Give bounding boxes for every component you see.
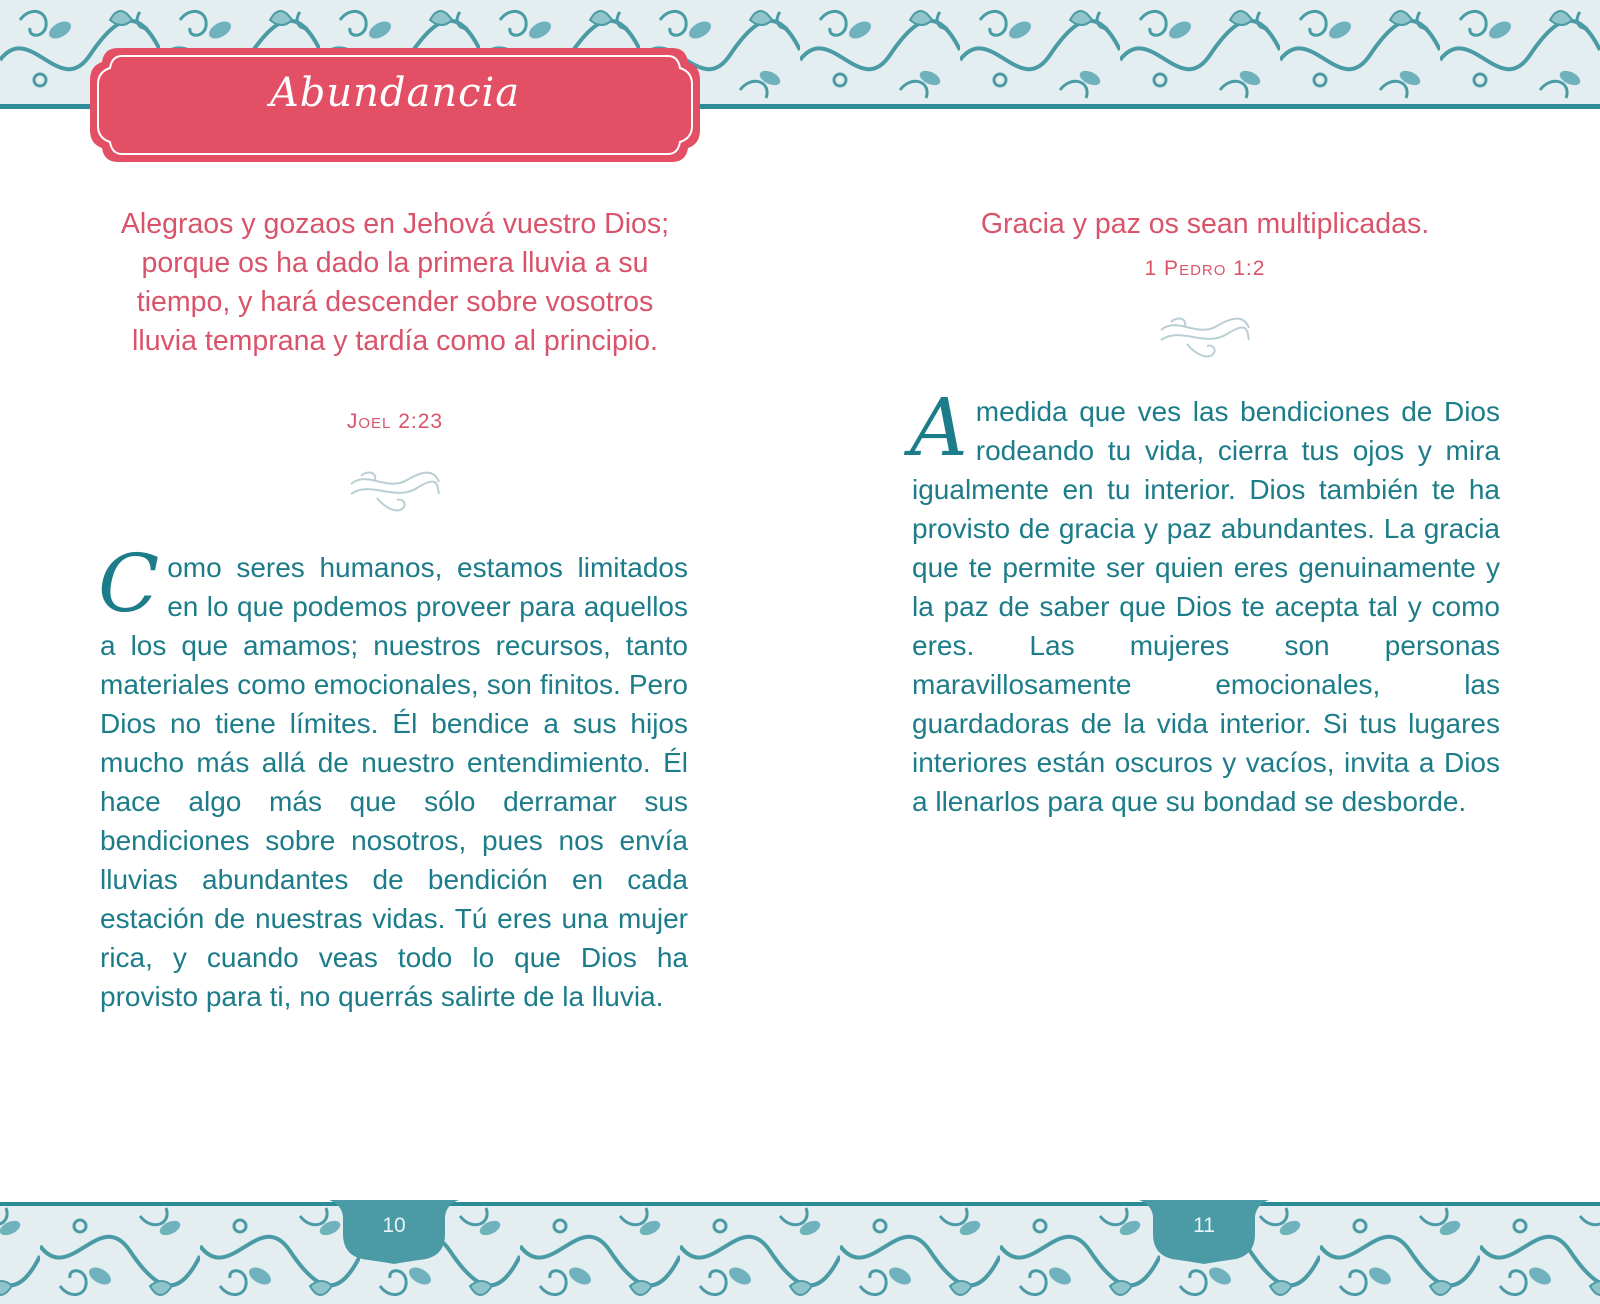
floral-pattern-bottom (0, 1206, 1600, 1304)
page-number: 10 (382, 1214, 406, 1237)
left-verse: Alegraos y gozaos en Jehová vuestro Dios; porque os ha dado la primera lluvia a su tiempo, y hará descender sobre vosotros lluvia temprana y tardía como al principio. (120, 208, 670, 357)
scroll-flourish-icon (347, 462, 443, 524)
right-body (910, 381, 1500, 821)
left-body (98, 537, 688, 1016)
title-banner (88, 44, 702, 166)
page-number: 11 (1193, 1214, 1215, 1237)
left-dropcap: C (98, 537, 160, 630)
right-verse-reference: 1 Pedro 1:2 (1144, 257, 1266, 280)
right-verse: Gracia y paz os sean multiplicadas. (980, 208, 1430, 240)
right-dropcap: A (910, 381, 968, 474)
page-number-tab-left (329, 1200, 459, 1264)
bottom-floral-border (0, 1202, 1600, 1304)
left-body-text: omo seres humanos, estamos limitados en lo que podemos proveer para aquellos a los que amamos; nuestros recursos, tanto materiales como emocionales, son finitos. Pero Dios no tiene límites. Él bendice a sus hijos mucho más allá de nuestro entendimiento. Él hace algo más que sólo derramar sus bendiciones sobre nosotros, pues nos envía lluvias abundantes de bendición en cada estación de nuestras vidas. Tú eres una mujer rica, y cuando veas todo lo que Dios ha provisto para ti, no querrás salirte de la lluvia. (100, 552, 688, 1012)
left-verse-reference: Joel 2:23 (346, 410, 444, 433)
page-number-tab-right (1139, 1200, 1269, 1264)
scroll-flourish-icon (1157, 308, 1253, 370)
right-body-text: medida que ves las bendiciones de Dios rodeando tu vida, cierra tus ojos y mira igualmente en tu interior. Dios también te ha provisto de gracia y paz abundantes. La gracia que te permite ser quien eres genuinamente y la paz de saber que Dios te acepta tal y como eres. Las mujeres son personas maravillosamente emocionales, las guardadoras de la vida interior. Si tus lugares interiores están oscuros y vacíos, invita a Dios a llenarlos para que su bondad se desborde. (912, 396, 1500, 817)
page-title: Abundancia (269, 70, 521, 116)
